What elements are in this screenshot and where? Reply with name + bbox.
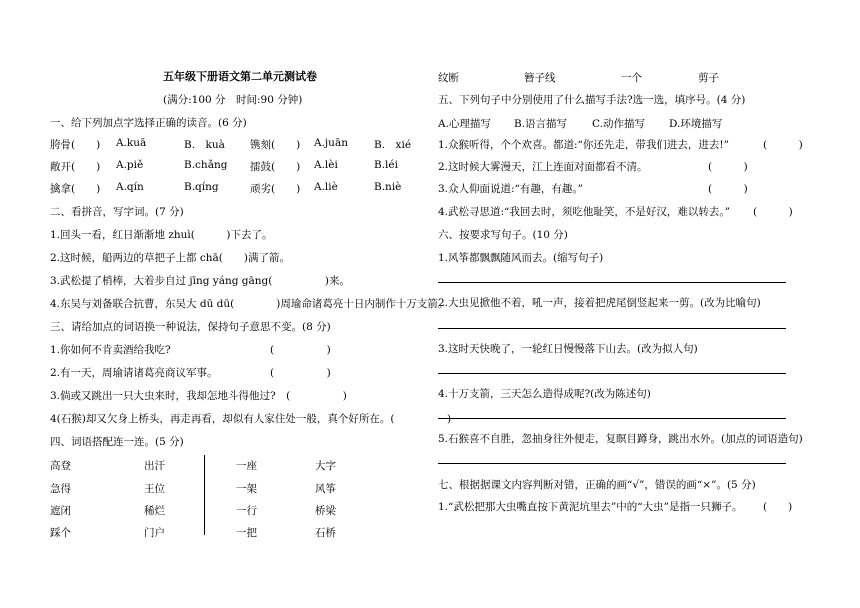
- s7-answer-paren: ( ): [763, 501, 793, 513]
- s5-answer-paren: ( ): [753, 206, 793, 218]
- section2-heading: 二、看拼音，写字词。(7 分): [50, 206, 184, 218]
- s1-option-b: B.léi: [374, 159, 398, 171]
- s1-option-a: A.kuā: [116, 137, 147, 149]
- page-title: 五年级下册语文第二单元测试卷: [163, 70, 317, 83]
- match-word: 纹断: [438, 72, 459, 84]
- match-word: 王位: [144, 483, 165, 495]
- s6-question-4: 4.十万支箭，三天怎么造得成呢?(改为陈述句): [438, 388, 651, 400]
- s1-word: 擂鼓( ): [250, 161, 301, 173]
- s3-question-3: 3.倘或又跳出一只大虫来时，我却怎地斗得他过? ( ): [50, 390, 347, 402]
- s3-question-4: 4(石猴)却又欠身上桥头，再走再看，却似有人家住处一般，真个好所在。( ): [50, 413, 452, 425]
- s5-option: D.环境描写: [669, 118, 723, 130]
- match-word: 踩个: [50, 527, 71, 539]
- s1-option-b: B.chǎng: [184, 159, 228, 171]
- s2-question-4: 4.东吴与刘备联合抗曹，东吴大 dū dū( )周瑜命诸葛亮十日内制作十万支箭。: [50, 298, 449, 310]
- s5-option: C.动作描写: [592, 118, 645, 130]
- section4-heading: 四、词语搭配连一连。(5 分): [50, 436, 184, 448]
- s1-option-b: B.niè: [374, 181, 402, 193]
- s2-question-1: 1.回头一看，红日渐渐地 zhuì( )下去了。: [50, 229, 273, 241]
- s5-question-4: 4.武松寻思道:“我回去时，须吃他耻笑，不是好汉，难以转去。”: [438, 206, 731, 218]
- match-word: 石桥: [315, 527, 336, 539]
- s5-question-2: 2.这时候大雾漫天，江上连面对面都看不清。: [438, 161, 648, 173]
- s1-word: 胯骨( ): [50, 139, 101, 151]
- s5-answer-paren: ( ): [708, 161, 748, 173]
- s1-option-b: B. xié: [374, 139, 412, 151]
- match-word: 一个: [621, 72, 642, 84]
- section7-heading: 七、根据据课文内容判断对错，正确的画“√”，错误的画“×”。(5 分): [438, 479, 756, 491]
- s3-answer-paren: ( ): [270, 344, 331, 356]
- match-word: 急得: [50, 483, 71, 495]
- match-word: 一行: [236, 505, 257, 517]
- page-subtitle: (满分:100 分 时间:90 分钟): [163, 94, 303, 106]
- match-word: 出汗: [144, 460, 165, 472]
- s2-question-2: 2.这时候，船两边的草把子上都 chā( )满了箭。: [50, 252, 290, 264]
- s1-option-a: A.qín: [116, 181, 144, 193]
- match-word: 一架: [236, 483, 257, 495]
- s5-option: A.心理描写: [438, 118, 491, 130]
- match-word: 一座: [236, 460, 257, 472]
- s5-answer-paren: ( ): [763, 139, 803, 151]
- answer-line[interactable]: [438, 282, 786, 283]
- match-word: 风筝: [315, 483, 336, 495]
- matching-divider: [204, 455, 205, 535]
- s1-option-b: B. kuà: [184, 139, 225, 151]
- match-word: 桥梁: [315, 505, 336, 517]
- s5-answer-paren: ( ): [708, 183, 748, 195]
- s1-option-b: B.qíng: [184, 181, 219, 193]
- s1-word: 敞开( ): [50, 161, 101, 173]
- s6-question-2: 2.大虫见掀他不着，吼一声，接着把虎尾倒竖起来一剪。(改为比喻句): [438, 297, 761, 309]
- s5-option: B.语言描写: [514, 118, 568, 130]
- answer-line[interactable]: [438, 418, 786, 419]
- match-word: 剪子: [698, 72, 719, 84]
- match-word: 一把: [236, 527, 257, 539]
- section5-heading: 五、下列句子中分别使用了什么描写手法?选一选，填序号。(4 分): [438, 94, 746, 106]
- s1-option-a: A.lèi: [314, 159, 338, 171]
- section1-heading: 一、给下列加点字选择正确的读音。(6 分): [50, 117, 247, 129]
- s1-option-a: A.liè: [314, 181, 338, 193]
- match-word: 大字: [315, 460, 336, 472]
- s3-question-1: 1.你如何不肯卖酒给我吃?: [50, 344, 171, 356]
- s6-question-1: 1.风筝都飘飘随风而去。(缩写句子): [438, 252, 604, 264]
- s5-question-3: 3.众人仰面说道:“有趣，有趣。”: [438, 183, 584, 195]
- s1-option-a: A.juān: [314, 137, 348, 149]
- s7-question-1: 1.“武松把那大虫嘴直按下黄泥坑里去”中的“大虫”是指一只狮子。: [438, 501, 743, 513]
- match-word: 簪子线: [524, 72, 556, 84]
- answer-line[interactable]: [438, 328, 786, 329]
- s1-word: 擒拿( ): [50, 183, 101, 195]
- s6-question-5: 5.石猴喜不自胜，忽抽身往外便走，复瞑目蹲身，跳出水外。(加点的词语造句): [438, 433, 803, 445]
- answer-line[interactable]: [438, 373, 786, 374]
- s3-answer-paren: ( ): [270, 367, 331, 379]
- s6-question-3: 3.这时天快晚了，一轮红日慢慢落下山去。(改为拟人句): [438, 343, 698, 355]
- answer-line[interactable]: [438, 463, 786, 464]
- match-word: 遮闭: [50, 505, 71, 517]
- s3-question-2: 2.有一天，周瑜请诸葛亮商议军事。: [50, 367, 218, 379]
- match-word: 门户: [144, 527, 165, 539]
- section6-heading: 六、按要求写句子。(10 分): [438, 229, 568, 241]
- s5-question-1: 1.众猴听得，个个欢喜。都道:“你还先走，带我们进去，进去!”: [438, 139, 730, 151]
- s1-word: 顽劣( ): [250, 183, 301, 195]
- s1-option-a: A.piě: [116, 159, 144, 171]
- match-word: 高登: [50, 460, 71, 472]
- s1-word: 镌刻( ): [250, 139, 301, 151]
- section3-heading: 三、请给加点的词语换一种说法，保持句子意思不变。(8 分): [50, 321, 331, 333]
- s2-question-3: 3.武松提了梢棒，大着步自过 jīng yáng gāng( )来。: [50, 275, 350, 287]
- match-word: 稀烂: [144, 505, 165, 517]
